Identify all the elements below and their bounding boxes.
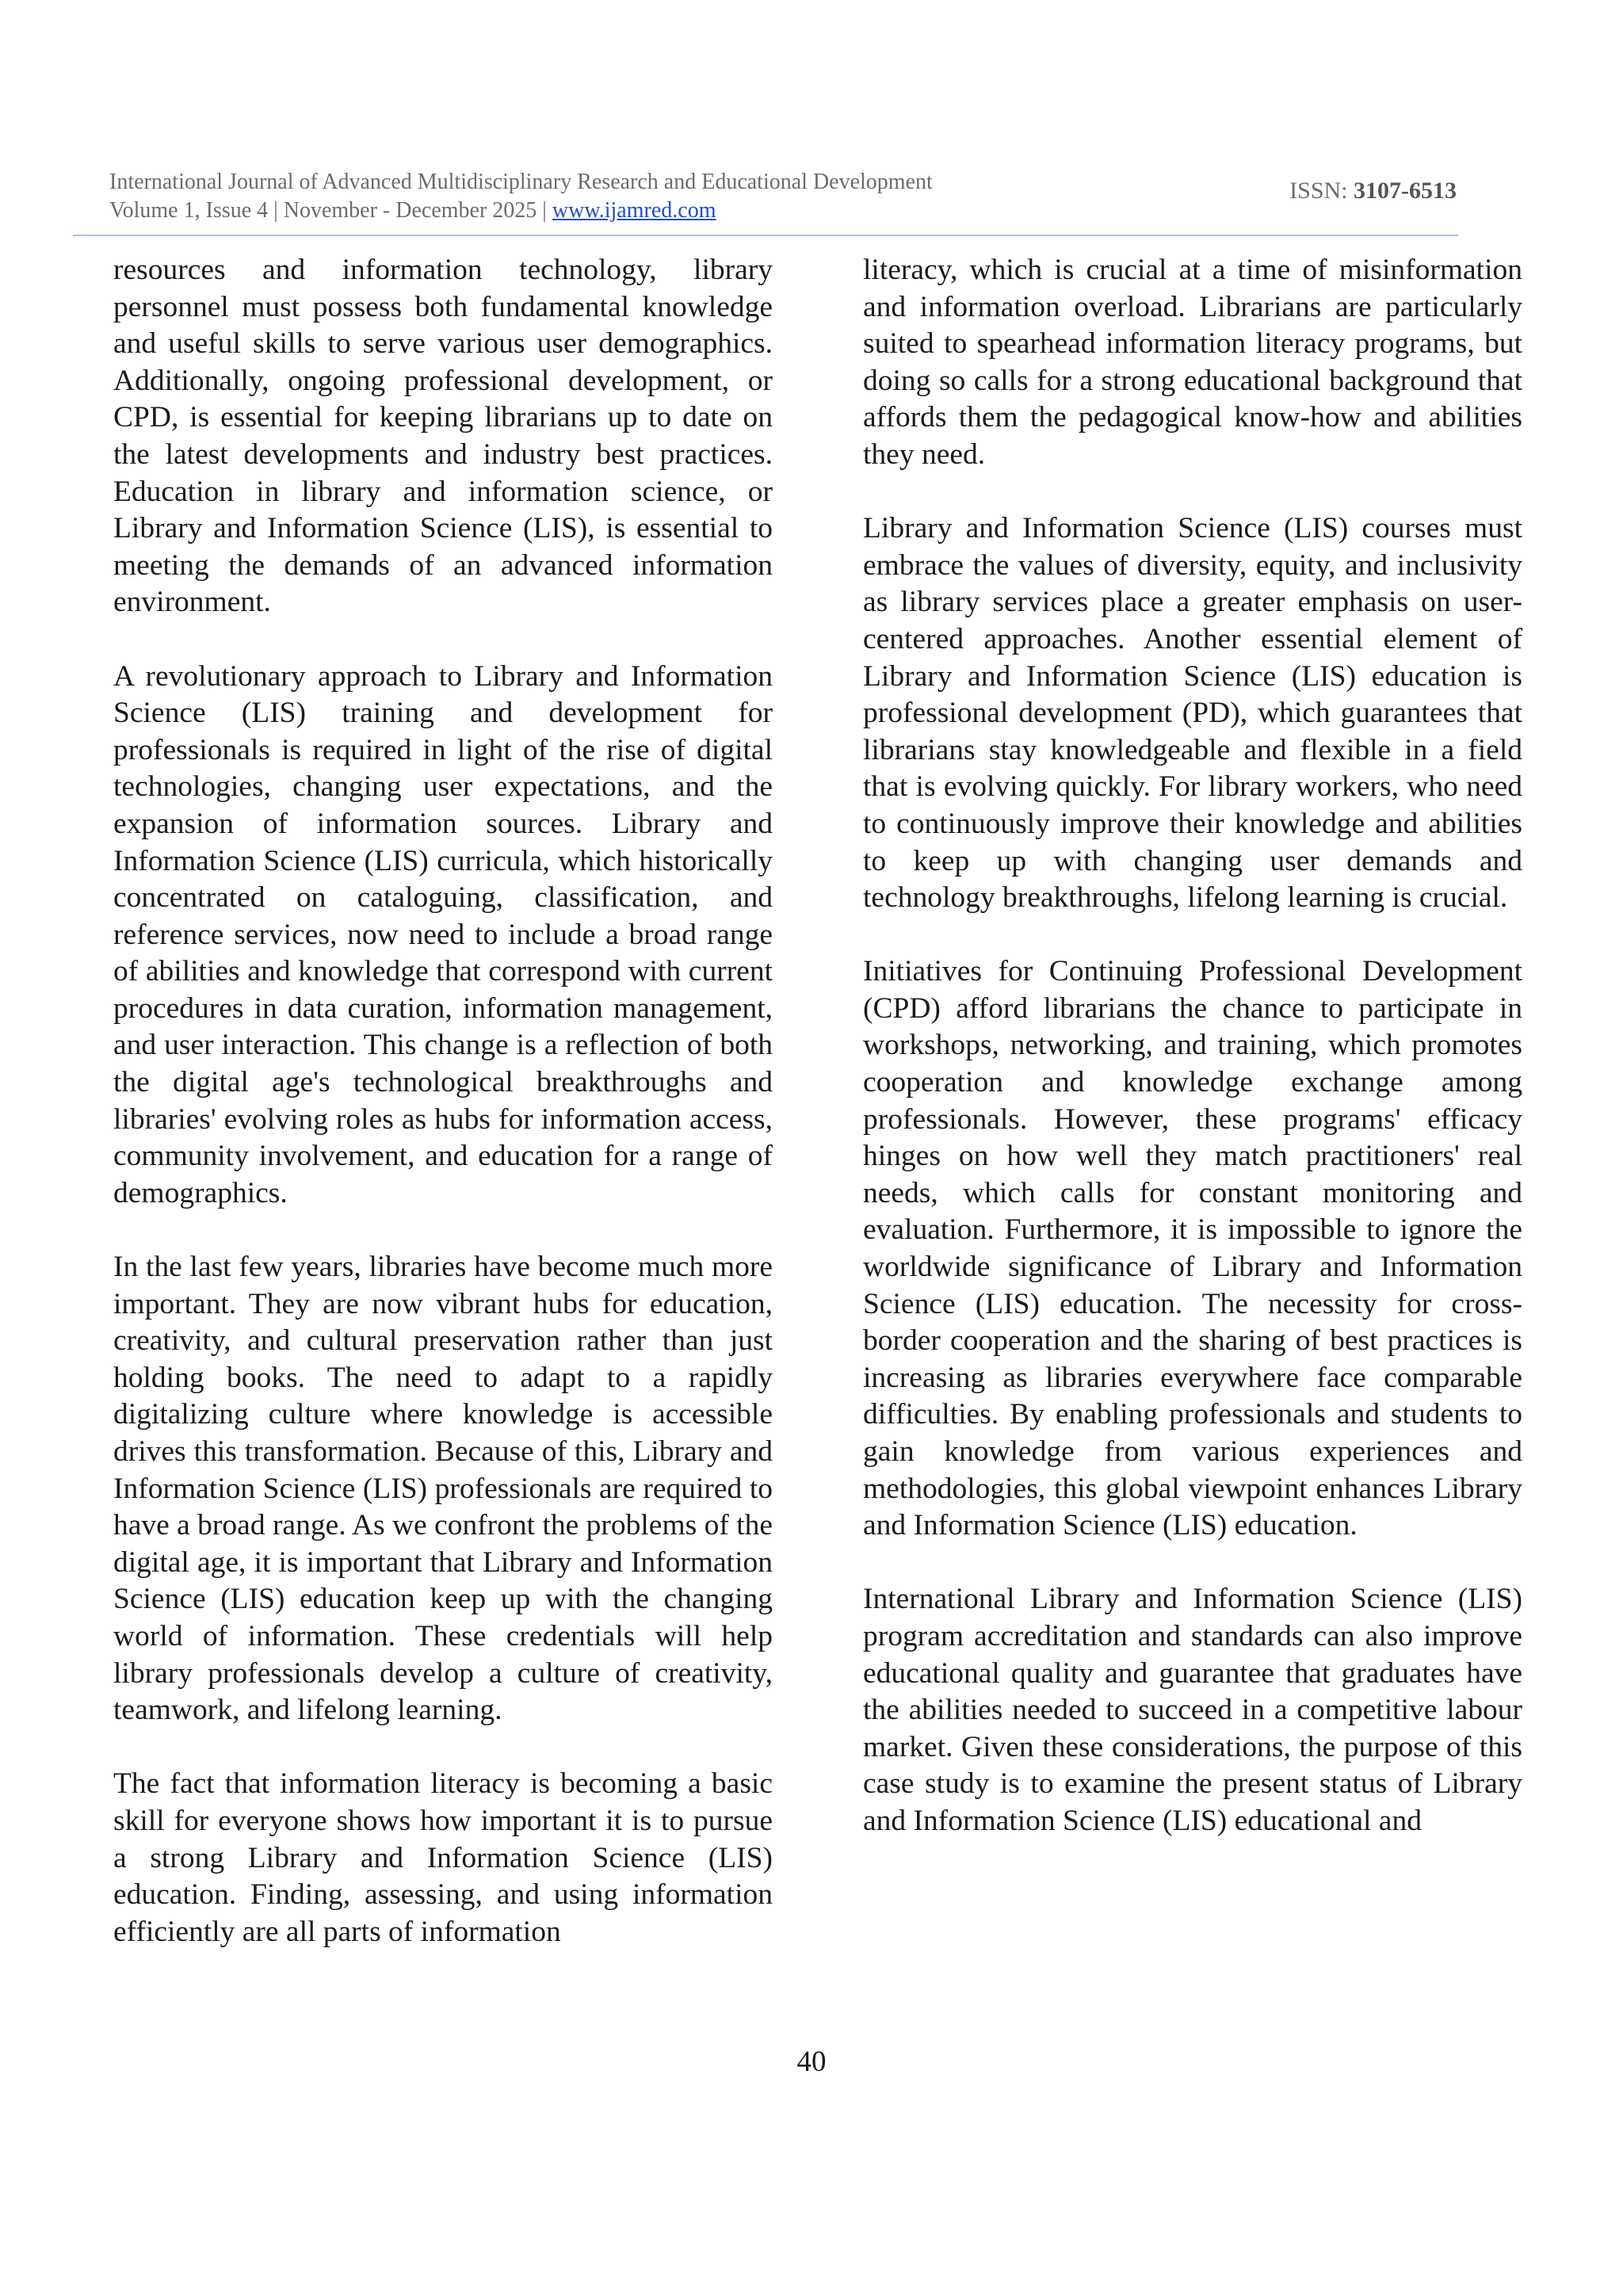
paragraph: Initiatives for Continuing Professional Development (CPD) afford librarians the chance to participate in workshops, networking, and training, which promotes cooperation and knowledge exchange among professionals. However, these programs' efficacy hinges on how well they match practitioners' real needs, which calls for constant monitoring and evaluation. Furthermore, it is impossible to ignore the worldwide significance of Library and Information Science (LIS) education. The necessity for cross-border cooperation and the sharing of best practices is increasing as libraries everywhere face comparable difficulties. By enabling professionals and students to gain knowledge from various experiences and methodologies, this global viewpoint enhances Library and Information Science (LIS) education.	[863, 955, 1522, 1542]
right-column	[863, 252, 1522, 1840]
paragraph: A revolutionary approach to Library and Information Science (LIS) training and development for professionals is required in light of the rise of digital technologies, changing user expectations, and the expansion of information sources. Library and Information Science (LIS) curricula, which historically concentrated on cataloguing, classification, and reference services, now need to include a broad range of abilities and knowledge that correspond with current procedures in data curation, information management, and user interaction. This change is a reflection of both the digital age's technological breakthroughs and libraries' evolving roles as hubs for information access, community involvement, and education for a range of demographics.	[113, 659, 773, 1209]
journal-title: International Journal of Advanced Multidisciplinary Research and Educational Development	[109, 170, 933, 194]
header-divider	[73, 235, 1458, 236]
issn	[1289, 178, 1457, 204]
journal-website-link[interactable]: www.ijamred.com	[552, 198, 716, 223]
volume-issue: Volume 1, Issue 4 | November - December 2025 |	[109, 198, 547, 223]
left-column	[113, 252, 773, 1950]
volume-issue-line	[109, 197, 1457, 225]
running-header	[109, 168, 1457, 225]
issn-number: 3107-6513	[1354, 178, 1457, 204]
paragraph: literacy, which is crucial at a time of misinformation and information overload. Librarians are particularly suited to spearhead information literacy programs, but doing so calls for a strong educational background that affords them the pedagogical know-how and abilities they need.	[863, 254, 1522, 471]
paragraph: Library and Information Science (LIS) courses must embrace the values of diversity, equity, and inclusivity as library services place a greater emphasis on user-centered approaches. Another essential element of Library and Information Science (LIS) education is professional development (PD), which guarantees that librarians stay knowledgeable and flexible in a field that is evolving quickly. For library workers, who need to continuously improve their knowledge and abilities to keep up with changing user demands and technology breakthroughs, lifelong learning is crucial.	[863, 512, 1522, 915]
page-number: 40	[796, 2046, 827, 2078]
paragraph: In the last few years, libraries have become much more important. They are now vibrant hubs for education, creativity, and cultural preservation rather than just holding books. The need to adapt to a rapidly digitalizing culture where knowledge is accessible drives this transformation. Because of this, Library and Information Science (LIS) professionals are required to have a broad range. As we confront the problems of the digital age, it is important that Library and Information Science (LIS) education keep up with the changing world of information. These credentials will help library professionals develop a culture of creativity, teamwork, and lifelong learning.	[113, 1251, 773, 1727]
issn-label: ISSN:	[1289, 178, 1348, 204]
paragraph: International Library and Information Science (LIS) program accreditation and standards can also improve educational quality and guarantee that graduates have the abilities needed to succeed in a competitive labour market. Given these considerations, the purpose of this case study is to examine the present status of Library and Information Science (LIS) educational and	[863, 1583, 1522, 1837]
paragraph: The fact that information literacy is becoming a basic skill for everyone shows how important it is to pursue a strong Library and Information Science (LIS) education. Finding, assessing, and using information efficiently are all parts of information	[113, 1767, 773, 1948]
paragraph: resources and information technology, library personnel must possess both fundamental knowledge and useful skills to serve various user demographics. Additionally, ongoing professional development, or CPD, is essential for keeping librarians up to date on the latest developments and industry best practices. Education in library and information science, or Library and Information Science (LIS), is essential to meeting the demands of an advanced information environment.	[113, 254, 773, 619]
